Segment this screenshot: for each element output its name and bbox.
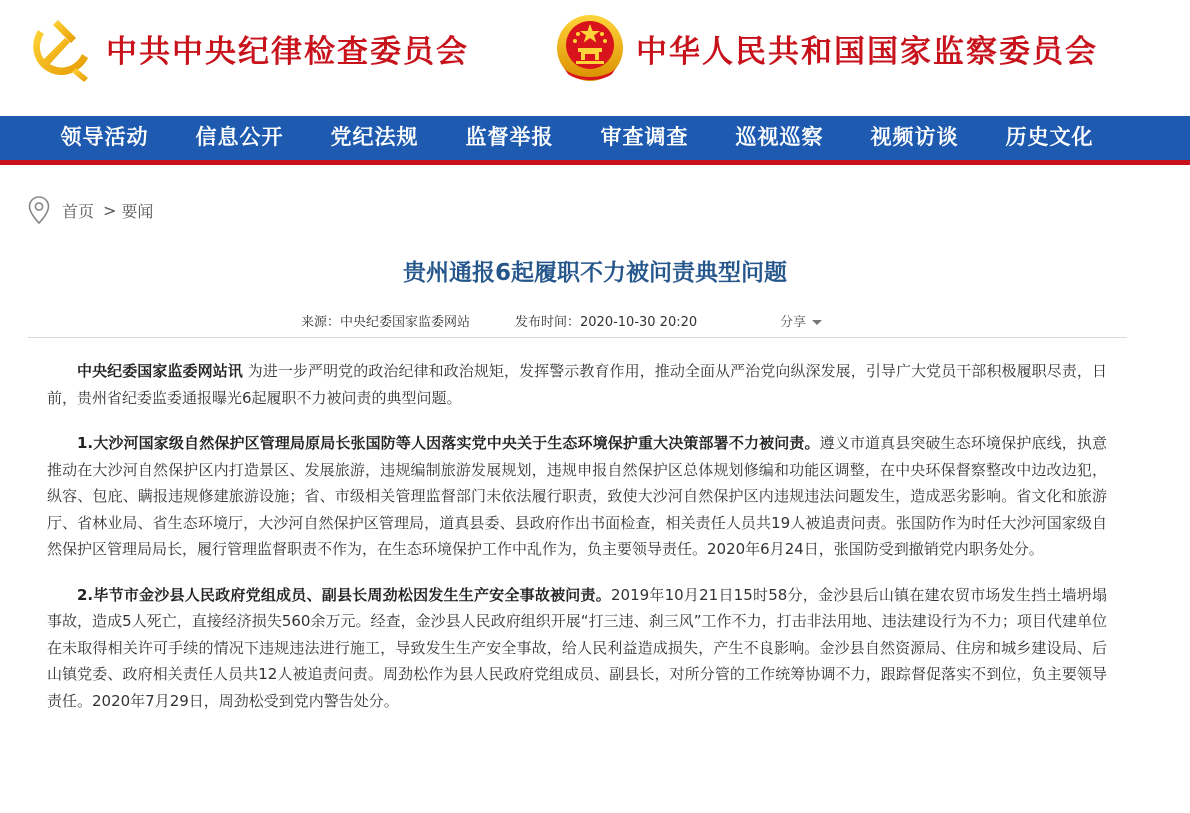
site-header bbox=[0, 0, 1190, 116]
paragraph-lead: 1.大沙河国家级自然保护区管理局原局长张国防等人因落实党中央关于生态环境保护重大决策部署不力被问责。 bbox=[77, 434, 820, 452]
article-title: 贵州通报6起履职不力被问责典型问题 bbox=[402, 260, 787, 286]
main-nav bbox=[0, 116, 1190, 165]
national-emblem-icon bbox=[554, 12, 626, 84]
article-paragraph bbox=[47, 582, 1107, 715]
nav-item-video[interactable]: 视频访谈 bbox=[870, 124, 959, 149]
ccdi-site-name: 中共中央纪律检查委员会 bbox=[106, 33, 469, 70]
share-button[interactable] bbox=[780, 311, 822, 330]
breadcrumb-separator: > bbox=[103, 200, 117, 220]
paragraph-lead: 中央纪委国家监委网站讯 bbox=[77, 362, 243, 380]
nav-item-inspection[interactable]: 巡视巡察 bbox=[735, 124, 824, 149]
meta-divider bbox=[28, 337, 1127, 338]
breadcrumb bbox=[28, 196, 153, 224]
article-paragraph bbox=[47, 358, 1107, 411]
paragraph-text: 2019年10月21日15时58分，金沙县后山镇在建农贸市场发生挡土墙坍塌事故，造成5人死亡，直接经济损失560余万元。经查，金沙县人民政府组织开展“打三违、刹三风”工作不力，打击非法用地、违法建设行为不力；项目代建单位在未取得相关许可手续的情况下违规违法进行施工，导致发生生产安全事故，给人民利益造成损失，产生不良影响。金沙县自然资源局、住房和城乡建设局、后山镇党委、政府相关责任人员共12人被追责问责。周劲松作为县人民政府党组成员、副县长，对所分管的工作统筹协调不力，跟踪督促落实不到位，负主要领导责任。2020年7月29日，周劲松受到党内警告处分。 bbox=[47, 585, 1108, 710]
paragraph-text: 遵义市道真县突破生态环境保护底线，执意推动在大沙河自然保护区内打造景区、发展旅游，违规编制旅游发展规划，违规申报自然保护区总体规划修编和功能区调整，在中央环保督察整改中边改边犯，纵容、包庇、瞒报违规修建旅游设施；省、市级相关管理监督部门未依法履行职责，致使大沙河自然保护区内违规违法问题发生，造成恶劣影响。省文化和旅游厅、省林业局、省生态环境厅，大沙河自然保护区管理局，道真县委、县政府作出书面检查，相关责任人员共19人被追责问责。张国防作为时任大沙河国家级自然保护区管理局局长，履行管理监督职责不作为，在生态环境保护工作中乱作为，负主要领导责任。2020年6月24日，张国防受到撤销党内职务处分。 bbox=[47, 434, 1107, 558]
location-pin-icon bbox=[28, 196, 50, 224]
nsc-logo[interactable] bbox=[554, 12, 1098, 84]
nav-item-regulations[interactable]: 党纪法规 bbox=[330, 124, 419, 149]
share-label: 分享 bbox=[780, 315, 807, 330]
article-publish-time: 发布时间：2020-10-30 20:20 bbox=[515, 315, 698, 330]
chevron-down-icon bbox=[812, 320, 822, 325]
paragraph-text: 为进一步严明党的政治纪律和政治规矩，发挥警示教育作用，推动全面从严治党向纵深发展，引导广大党员干部积极履职尽责，日前，贵州省纪委监委通报曝光6起履职不力被问责的典型问题。 bbox=[47, 362, 1107, 407]
nav-item-history[interactable]: 历史文化 bbox=[1005, 124, 1094, 149]
nsc-site-name: 中华人民共和国国家监察委员会 bbox=[636, 33, 1098, 70]
ccdi-logo[interactable] bbox=[24, 12, 469, 84]
nav-item-leadership[interactable]: 领导活动 bbox=[60, 124, 149, 149]
nav-item-investigation[interactable]: 审查调查 bbox=[600, 124, 689, 149]
breadcrumb-current[interactable]: 要闻 bbox=[121, 201, 154, 221]
article-body bbox=[47, 358, 1107, 733]
article-paragraph bbox=[47, 430, 1107, 563]
party-emblem-icon bbox=[24, 12, 96, 84]
paragraph-lead: 2.毕节市金沙县人民政府党组成员、副县长周劲松因发生生产安全事故被问责。 bbox=[77, 585, 611, 604]
nav-item-information[interactable]: 信息公开 bbox=[195, 124, 284, 149]
article-source: 来源：中央纪委国家监委网站 bbox=[301, 315, 471, 330]
nav-item-reporting[interactable]: 监督举报 bbox=[465, 124, 554, 149]
breadcrumb-home[interactable]: 首页 bbox=[62, 201, 95, 221]
